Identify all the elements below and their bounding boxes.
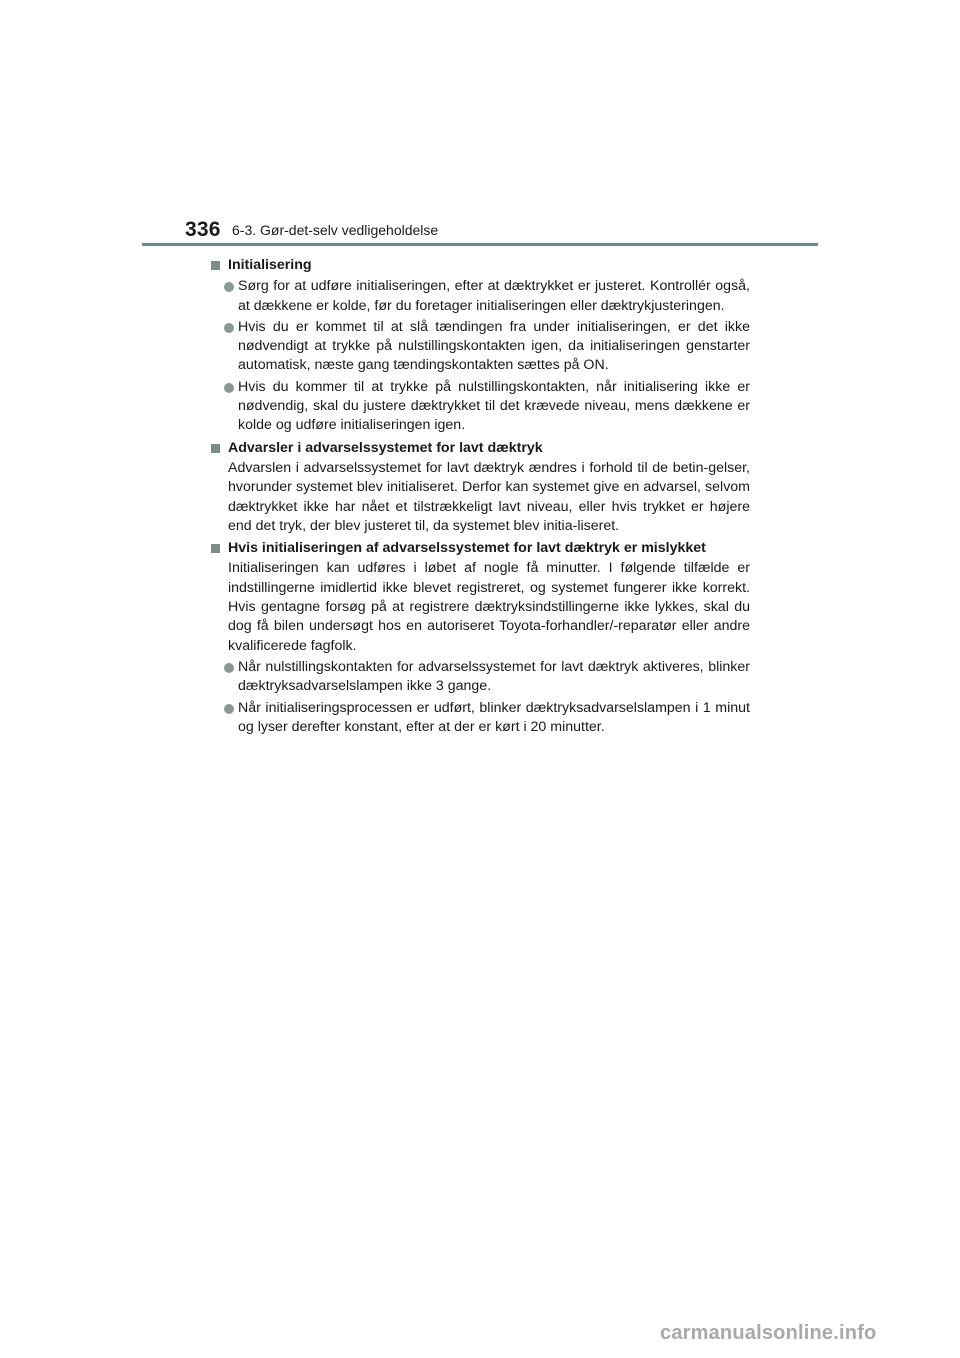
header-divider [142,243,818,246]
list-item [210,699,750,738]
list-item-text: Sørg for at udføre initialiseringen, efter at dæktrykket er justeret. Kontrollér også, at dækkene er kolde, før du foretager initialiseringen eller dæktrykjusteringen. [238,278,750,314]
paragraph: Initialiseringen kan udføres i løbet af nogle få minutter. I følgende tilfælde er indstillingerne imidlertid ikke blevet registreret, og systemet fungerer ikke korrekt. Hvis gentagne forsøg på at registrere dæktryksindstillingerne ikke lykkes, skal du dog få bilen undersøgt hos en autoriseret Toyota-forhandler/-reparatør eller andre kvalificerede fagfolk. [228,560,750,654]
page-header [0,0,960,250]
list-item [210,277,750,316]
heading-text: Hvis initialiseringen af advarselssystemet for lavt dæktryk er mislykket [228,540,706,557]
heading-initialisering [210,256,750,275]
list-item-text: Når initialiseringsprocessen er udført, blinker dæktryksadvarselslampen i 1 minut og lyser derefter konstant, efter at der er kørt i 20 minutter. [238,699,750,735]
page-number: 336 [185,218,221,241]
list-item [210,378,750,436]
round-bullet-icon [224,663,234,673]
list-item-text: Hvis du er kommet til at slå tændingen fra under initialiseringen, er det ikke nødvendigt at trykke på nulstillingskontakten igen, da initialiseringen genstarter automatisk, næste gang tændingskontakten sættes på ON. [238,318,750,374]
round-bullet-icon [224,282,234,292]
heading-text: Advarsler i advarselssystemet for lavt dæktryk [228,439,543,456]
heading-advarsler [210,439,750,458]
round-bullet-icon [224,323,234,333]
paragraph: Advarslen i advarselssystemet for lavt dæktryk ændres i forhold til de betin-gelser, hvorunder systemet blev initialiseret. Derfor kan systemet give en advarsel, selvom dæktrykket ikke har nået et tilstrækkeligt lavt niveau, eller hvis trykket er højere end det tryk, der blev justeret til, da systemet blev initia-liseret. [228,459,750,534]
square-bullet-icon [211,544,220,553]
square-bullet-icon [211,261,220,270]
square-bullet-icon [211,444,220,453]
list-item [210,658,750,697]
list-item-text: Hvis du kommer til at trykke på nulstillingskontakten, når initialisering ikke er nødvendig, skal du justere dæktrykket til det krævede niveau, mens dækkene er kolde og udføre initialiseringen igen. [238,378,750,434]
list-item-text: Når nulstillingskontakten for advarselssystemet for lavt dæktryk aktiveres, blinker dæktryksadvarselslampen ikke 3 gange. [238,658,750,695]
watermark: carmanualsonline.info [660,1322,877,1344]
list-item [210,318,750,376]
heading-text: Initialisering [228,257,312,273]
section-title: 6-3. Gør-det-selv vedligeholdelse [232,222,439,238]
page-content [210,253,750,738]
round-bullet-icon [224,383,234,393]
round-bullet-icon [224,704,234,714]
heading-mislykket [210,539,750,558]
